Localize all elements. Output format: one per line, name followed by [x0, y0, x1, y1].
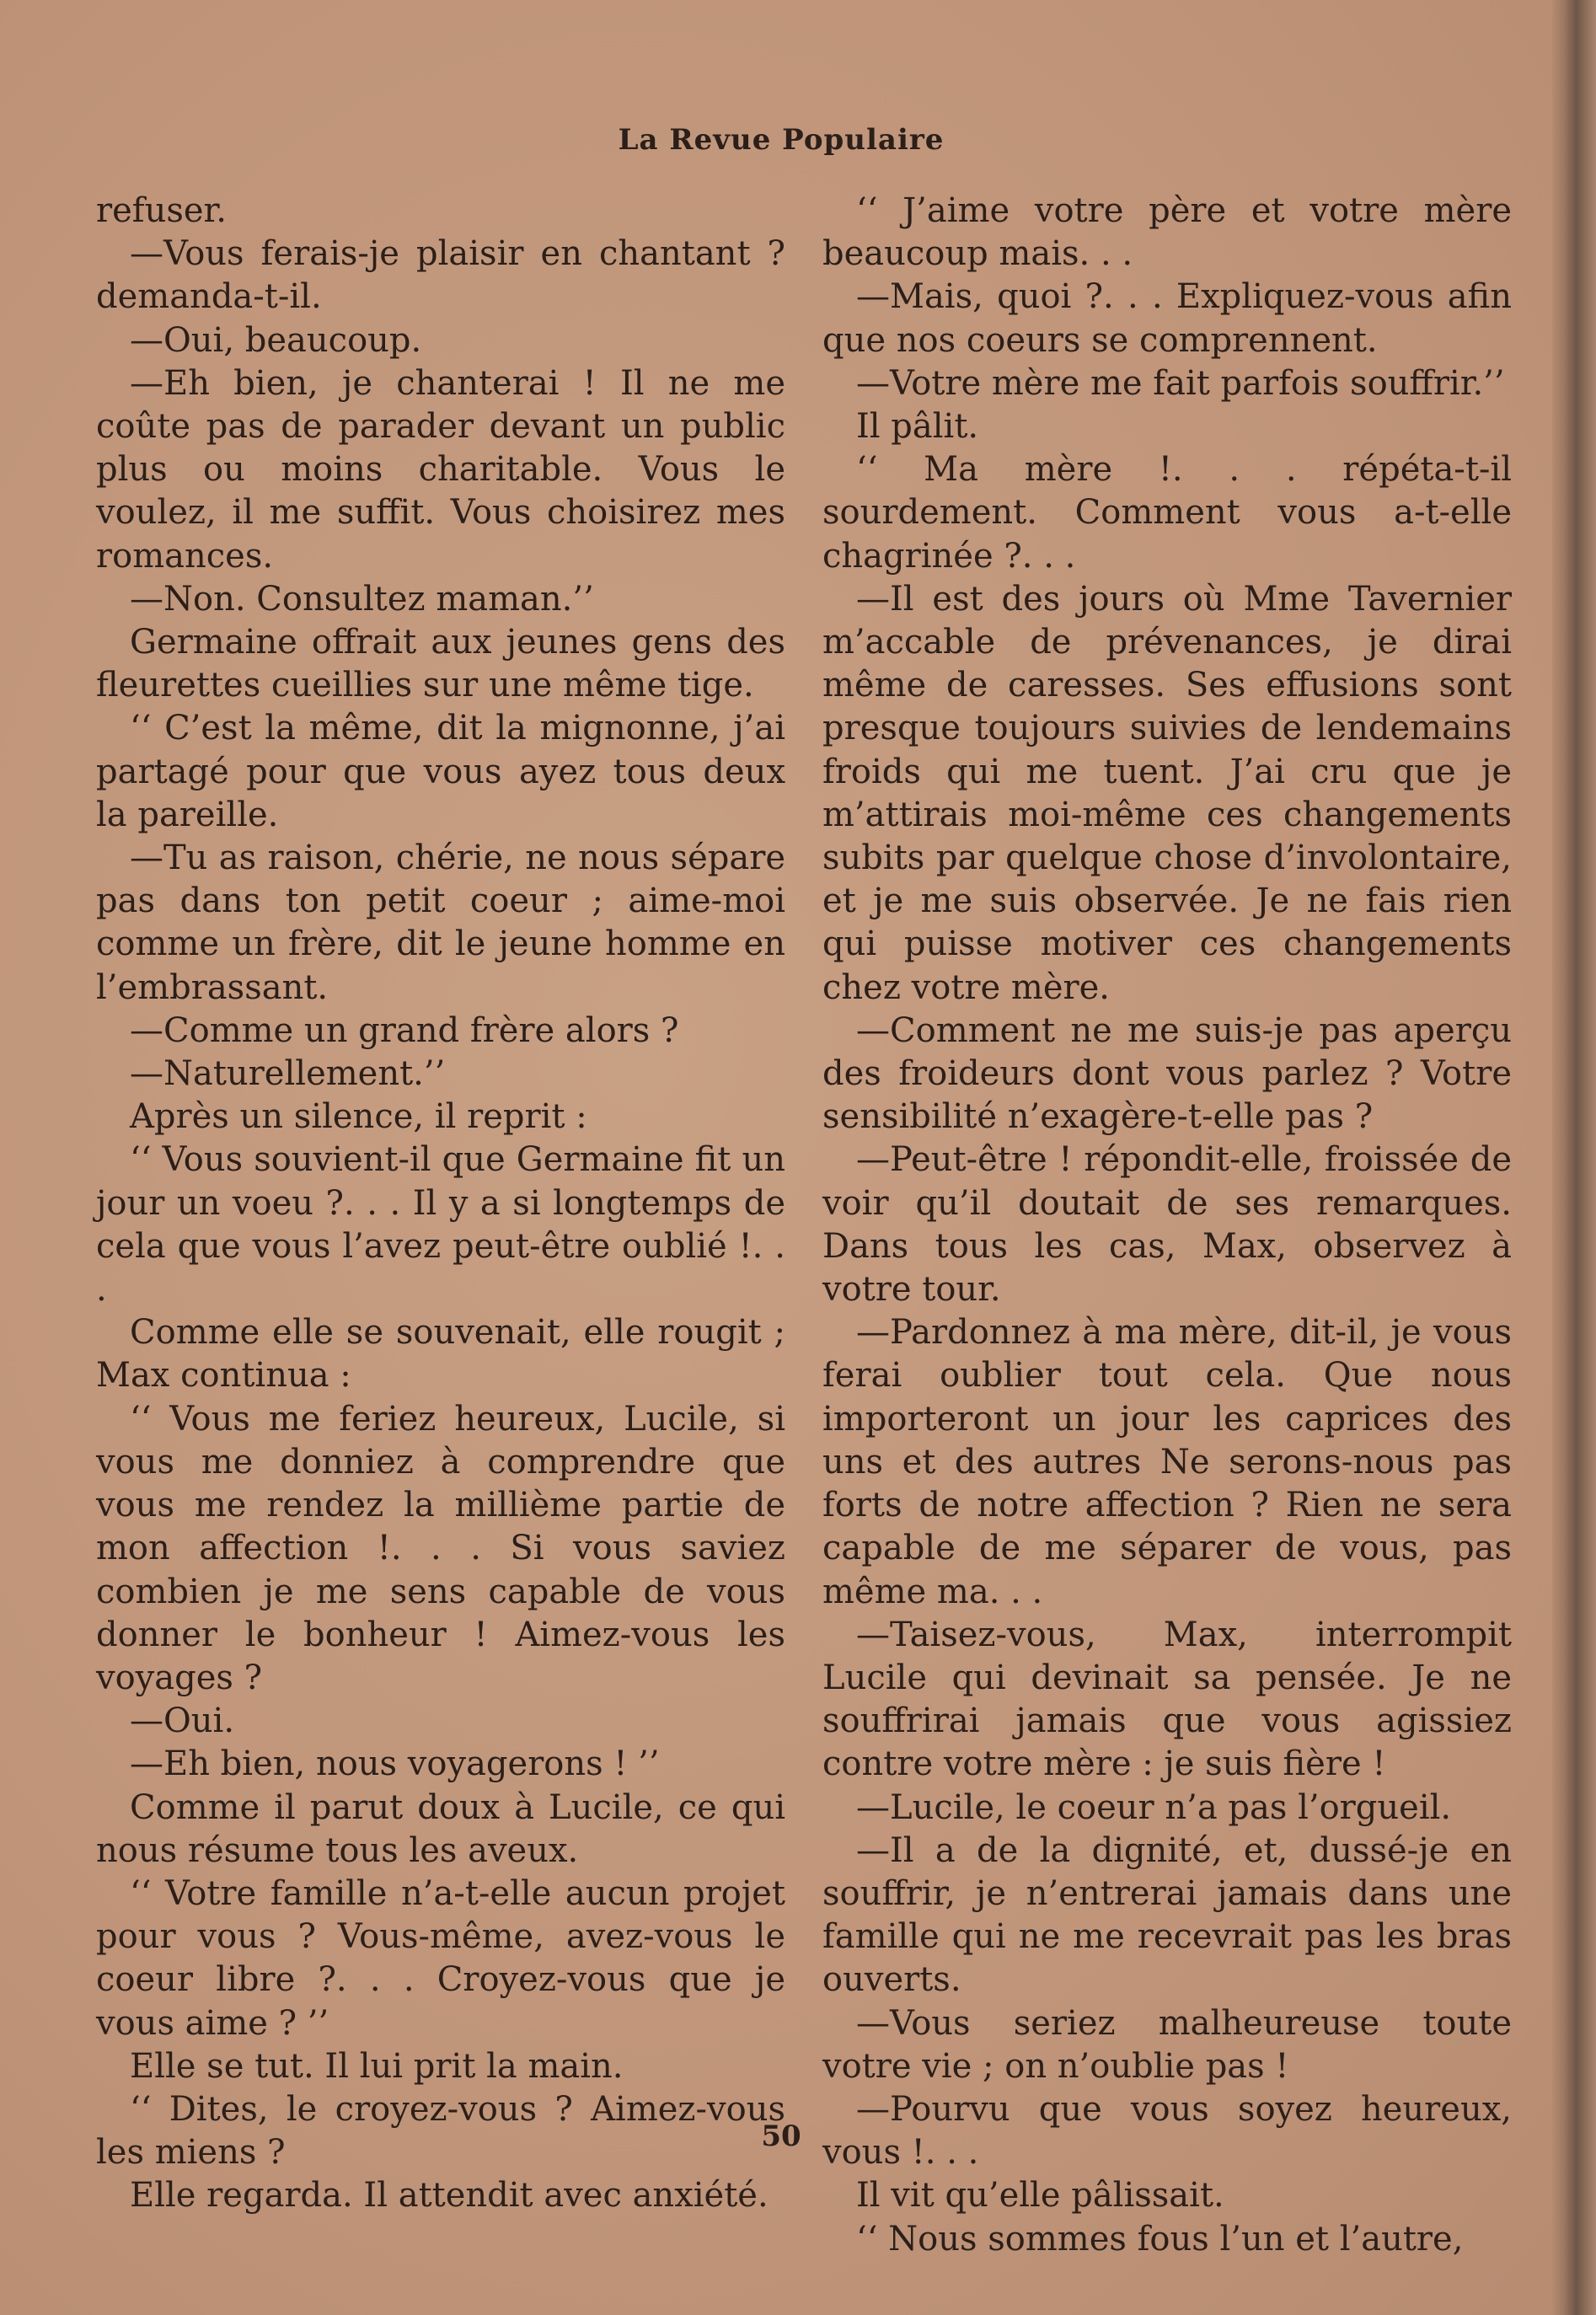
paragraph: ‘‘ Vous me feriez heureux, Lucile, si vous me donniez à comprendre que vous me rendez la millième partie de mon affection !. . . Si vous saviez combien je me sens capable de vous donner le bonheur ! Aimez-vous les voyages ?	[96, 1399, 785, 1697]
paragraph: —Tu as raison, chérie, ne nous sépare pas dans ton petit coeur ; aime-moi comme un frère, dit le jeune homme en l’embrassant.	[96, 839, 785, 1007]
right-text-column	[822, 190, 1512, 2261]
paragraph: —Taisez-vous, Max, interrompit Lucile qui devinait sa pensée. Je ne souffrirai jamais que vous agissiez contre votre mère : je suis fière !	[822, 1615, 1512, 1784]
paragraph: —Non. Consultez maman.’’	[130, 579, 594, 619]
paragraph: ‘‘ Nous sommes fous l’un et l’autre,	[856, 2219, 1464, 2259]
paragraph: —Vous seriez malheureuse toute votre vie ; on n’oublie pas !	[822, 2003, 1512, 2086]
paragraph: Après un silence, il reprit :	[130, 1097, 587, 1137]
paragraph: —Pardonnez à ma mère, dit-il, je vous ferai oublier tout cela. Que nous importeront un jour les caprices des uns et des autres Ne serons-nous pas forts de notre affection ? Rien ne sera capable de me séparer de vous, pas même ma. . .	[822, 1313, 1512, 1611]
paragraph: —Eh bien, je chanterai ! Il ne me coûte pas de parader devant un public plus ou moins charitable. Vous le voulez, il me suffit. Vous choisirez mes romances.	[96, 363, 785, 576]
paragraph: —Peut-être ! répondit-elle, froissée de voir qu’il doutait de ses remarques. Dans tous les cas, Max, observez à votre tour.	[822, 1140, 1512, 1310]
running-header: La Revue Populaire	[618, 123, 945, 157]
paragraph: —Vous ferais-je plaisir en chantant ? demanda-t-il.	[96, 234, 785, 317]
paragraph: —Eh bien, nous voyagerons ! ’’	[130, 1744, 660, 1784]
paragraph: —Mais, quoi ?. . . Expliquez-vous afin que nos coeurs se comprennent.	[822, 277, 1512, 360]
paragraph: —Il est des jours où Mme Tavernier m’accable de prévenances, je dirai même de caresses. Ses effusions sont presque toujours suivies de lendemains froids qui me tuent. J’ai cru que je m’attirais moi-même ces changements subits par quelque chose d’involontaire, et je me suis observée. Je ne fais rien qui puisse motiver ces changements chez votre mère.	[822, 579, 1512, 1007]
paragraph: —Oui, beaucoup.	[130, 320, 422, 360]
paragraph: Elle se tut. Il lui prit la main.	[130, 2046, 624, 2086]
paragraph: —Votre mère me fait parfois souffrir.’’	[856, 363, 1505, 403]
paragraph: ‘‘ Vous souvient-il que Germaine fit un jour un voeu ?. . . Il y a si longtemps de cela que vous l’avez peut-être oublié !. . .	[96, 1140, 785, 1310]
paragraph: refuser.	[96, 191, 227, 230]
paragraph: —Naturellement.’’	[130, 1054, 446, 1094]
paragraph: Comme il parut doux à Lucile, ce qui nous résume tous les aveux.	[96, 1787, 785, 1870]
paragraph: —Oui.	[130, 1701, 235, 1741]
paragraph: Elle regarda. Il attendit avec anxiété.	[130, 2176, 769, 2216]
paragraph: Comme elle se souvenait, elle rougit ; Max continua :	[96, 1313, 785, 1396]
page-number: 50	[761, 2119, 801, 2153]
paragraph: ‘‘ Ma mère !. . . répéta-t-il sourdement. Comment vous a-t-elle chagrinée ?. . .	[822, 450, 1512, 576]
paragraph: —Comme un grand frère alors ?	[130, 1010, 679, 1050]
paragraph: ‘‘ Dites, le croyez-vous ? Aimez-vous les miens ?	[96, 2089, 785, 2173]
paragraph: —Comment ne me suis-je pas aperçu des froideurs dont vous parlez ? Votre sensibilité n’exagère-t-elle pas ?	[822, 1010, 1512, 1137]
paragraph: —Pourvu que vous soyez heureux, vous !. . .	[822, 2089, 1512, 2173]
paragraph: Germaine offrait aux jeunes gens des fleurettes cueillies sur une même tige.	[96, 623, 785, 705]
paragraph: Il vit qu’elle pâlissait.	[856, 2176, 1224, 2216]
paragraph: ‘‘ Votre famille n’a-t-elle aucun projet pour vous ? Vous-même, avez-vous le coeur libre ?. . . Croyez-vous que je vous aime ? ’’	[96, 1873, 785, 2043]
page-edge-shadow	[1552, 0, 1596, 2315]
paragraph: —Il a de la dignité, et, dussé-je en souffrir, je n’entrerai jamais dans une famille qui ne me recevrait pas les bras ouverts.	[822, 1830, 1512, 2000]
left-text-column	[96, 190, 785, 2218]
paragraph: Il pâlit.	[856, 407, 979, 447]
paragraph: —Lucile, le coeur n’a pas l’orgueil.	[856, 1787, 1452, 1827]
paragraph: ‘‘ J’aime votre père et votre mère beaucoup mais. . .	[822, 191, 1512, 274]
paragraph: ‘‘ C’est la même, dit la mignonne, j’ai partagé pour que vous ayez tous deux la pareille.	[96, 709, 785, 834]
